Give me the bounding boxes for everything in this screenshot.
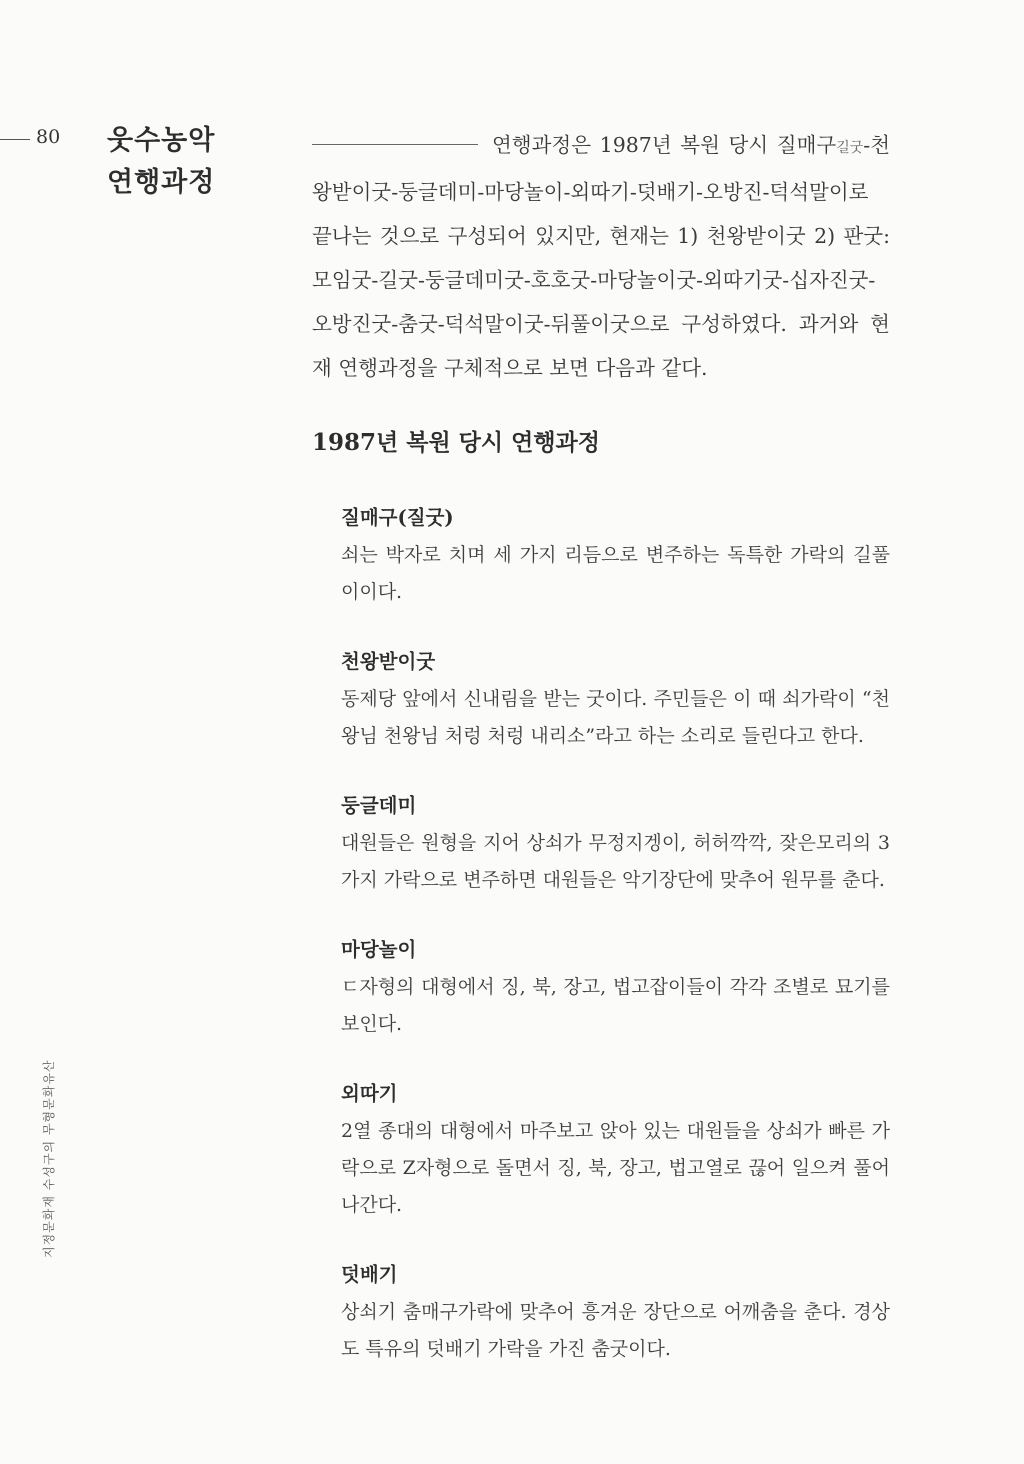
page-number-rule xyxy=(0,139,30,140)
section-title xyxy=(107,120,287,204)
entry-text: 대원들은 원형을 지어 상쇠가 무정지겡이, 허허깍깍, 잦은모리의 3가지 가락으로 변주하면 대원들은 악기장단에 맞추어 원무를 춘다. xyxy=(341,832,890,891)
intro-note: 길굿 xyxy=(836,140,864,156)
entry-text: 상쇠기 춤매구가락에 맞추어 흥겨운 장단으로 어깨춤을 춘다. 경상도 특유의 덧배기 가락을 가진 춤굿이다. xyxy=(341,1301,890,1360)
entry-text: 2열 종대의 대형에서 마주보고 앉아 있는 대원들을 상쇠가 빠른 가락으로 Z자형으로 돌면서 징, 북, 장고, 법고열로 끊어 일으켜 풀어나간다. xyxy=(341,1120,890,1216)
page-number: 80 xyxy=(36,126,61,148)
entry-text: 쇠는 박자로 치며 세 가지 리듬으로 변주하는 독특한 가락의 길풀이이다. xyxy=(341,544,890,603)
entry-title: 둥글데미 xyxy=(341,794,417,817)
entry-dunggeuldemi xyxy=(341,791,890,899)
entry-oettagi xyxy=(341,1079,890,1224)
subheading: 1987년 복원 당시 연행과정 xyxy=(312,429,600,456)
entry-deotbaegi xyxy=(341,1260,890,1368)
entry-madangnori xyxy=(341,935,890,1043)
entry-text: ㄷ자형의 대형에서 징, 북, 장고, 법고잡이들이 각각 조별로 묘기를 보인다. xyxy=(341,976,890,1035)
side-caption: 지정문화재 수성구의 무형문화유산 xyxy=(42,1059,56,1258)
entry-title: 외따기 xyxy=(341,1082,398,1105)
intro-paragraph xyxy=(312,123,890,390)
entry-text: 동제당 앞에서 신내림을 받는 굿이다. 주민들은 이 때 쇠가락이 “천왕님 천왕님 처렁 처렁 내리소”라고 하는 소리로 들린다고 한다. xyxy=(341,688,890,747)
intro-text-end: -천왕받이굿-둥글데미-마당놀이-외따기-덧배기-오방진-덕석말이로 끝나는 것으로 구성되어 있지만, 현재는 1) 천왕받이굿 2) 판굿: 모임굿-길굿-둥글데미굿-호호굿-마당놀이굿-외따기굿-십자진굿-오방진굿-춤굿-덕석말이굿-뒤풀이굿으로 구성하였다. 과거와 현재 연행과정을 구체적으로 보면 다음과 같다. xyxy=(312,133,890,380)
intro-text-start: 연행과정은 1987년 복원 당시 질매구 xyxy=(492,133,837,157)
entry-title: 덧배기 xyxy=(341,1263,398,1286)
entry-title: 천왕받이굿 xyxy=(341,650,436,673)
section-title-line-1: 웃수농악 xyxy=(107,125,216,156)
section-title-line-2: 연행과정 xyxy=(107,167,216,198)
entry-cheonwangbatigut xyxy=(341,647,890,755)
entry-jilmaegu xyxy=(341,503,890,611)
entry-title: 질매구(질굿) xyxy=(341,506,454,529)
entry-title: 마당놀이 xyxy=(341,938,417,961)
entry-list xyxy=(341,503,890,1404)
